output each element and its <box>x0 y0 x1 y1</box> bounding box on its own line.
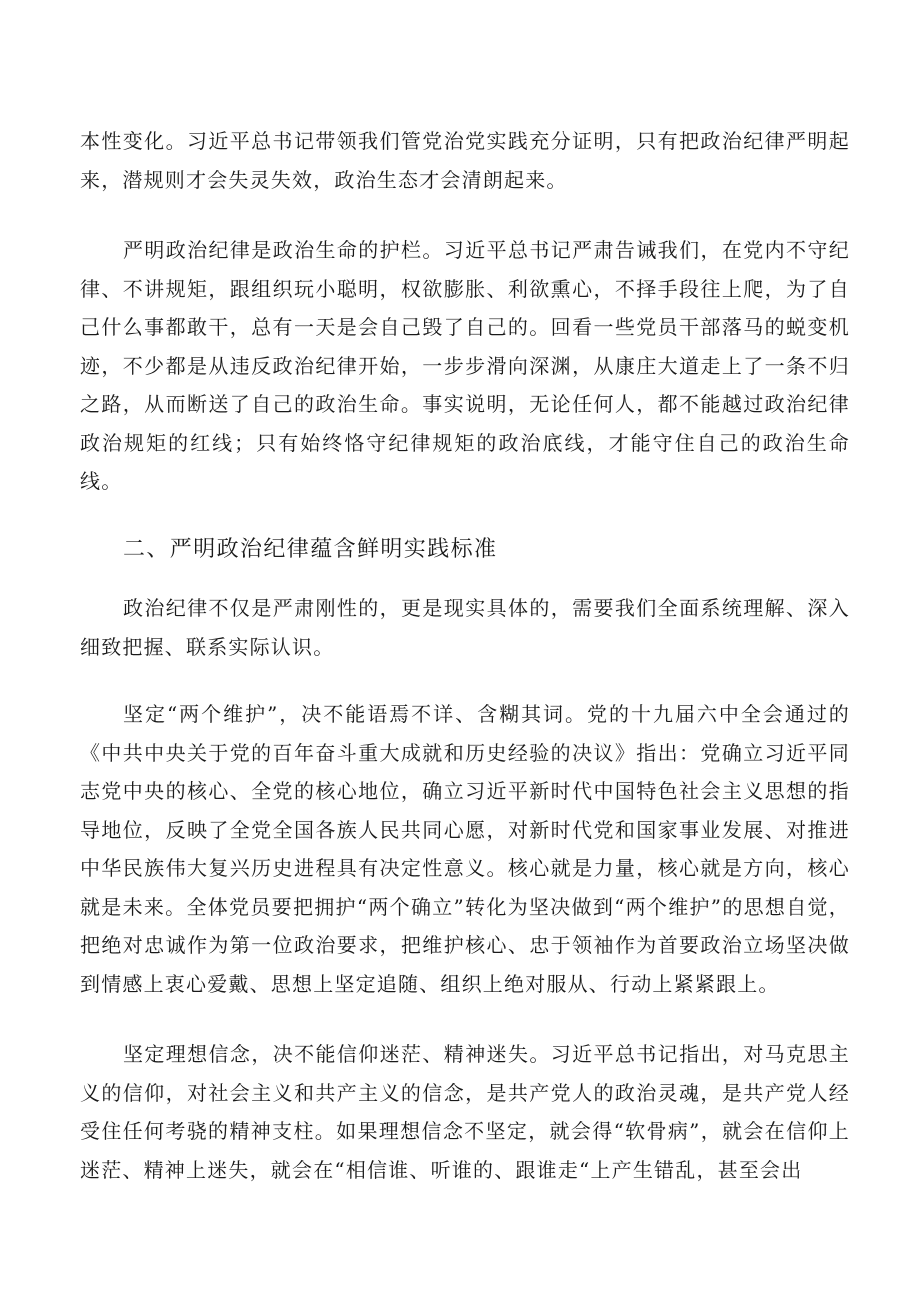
paragraph-practical-standards: 政治纪律不仅是严肃刚性的，更是现实具体的，需要我们全面系统理解、深入细致把握、联系实际认识。 <box>80 596 850 659</box>
document-page <box>80 122 850 1189</box>
paragraph-ideals-beliefs: 坚定理想信念，决不能信仰迷茫、精神迷失。习近平总书记指出，对马克思主义的信仰，对社会主义和共产主义的信念，是共产党人的政治灵魂，是共产党人经受住任何考骁的精神支柱。如果理想信念不坚定，就会得“软骨病”，就会在信仰上迷茫、精神上迷失，就会在“相信谁、听谁的、跟谁走“上产生错乱，甚至会出 <box>80 1042 850 1182</box>
paragraph-political-lifeline: 严明政治纪律是政治生命的护栏。习近平总书记严肃告诫我们，在党内不守纪律、不讲规矩，跟组织玩小聪明，权欲膨胀、利欲熏心，不择手段往上爬，为了自己什么事都敢干，总有一天是会自己毁了自己的。回看一些党员干部落马的蜕变机迹，不少都是从违反政治纪律开始，一步步滑向深渊，从康庄大道走上了一条不归之路，从而断送了自己的政治生命。事实说明，无论任何人，都不能越过政治纪律政治规矩的红线；只有始终恪守纪律规矩的政治底线，才能守住自己的政治生命线。 <box>80 238 850 493</box>
paragraph-continuation: 本性变化。习近平总书记带领我们管党治党实践充分证明，只有把政治纪律严明起来，潜规则才会失灵失效，政治生态才会清朗起来。 <box>80 129 850 192</box>
paragraph-two-upholds: 坚定“两个维护”，决不能语焉不详、含糊其词。党的十九届六中全会通过的《中共中央关于党的百年奋斗重大成就和历史经验的决议》指出：党确立习近平同志党中央的核心、全党的核心地位，确立习近平新时代中国特色社会主义思想的指导地位，反映了全党全国各族人民共同心愿，对新时代党和国家事业发展、对推进中华民族伟大复兴历史进程具有决定性意义。核心就是力量，核心就是方向，核心就是未来。全体党员要把拥护“两个确立”转化为坚决做到“两个维护”的思想自觉，把绝对忠诚作为第一位政治要求，把维护核心、忠于领袖作为首要政治立场坚决做到情感上衷心爱戴、思想上坚定追随、组织上绝对服从、行动上紧紧跟上。 <box>80 702 850 996</box>
section-heading-two: 二、严明政治纪律蕴含鲜明实践标准 <box>123 536 498 562</box>
